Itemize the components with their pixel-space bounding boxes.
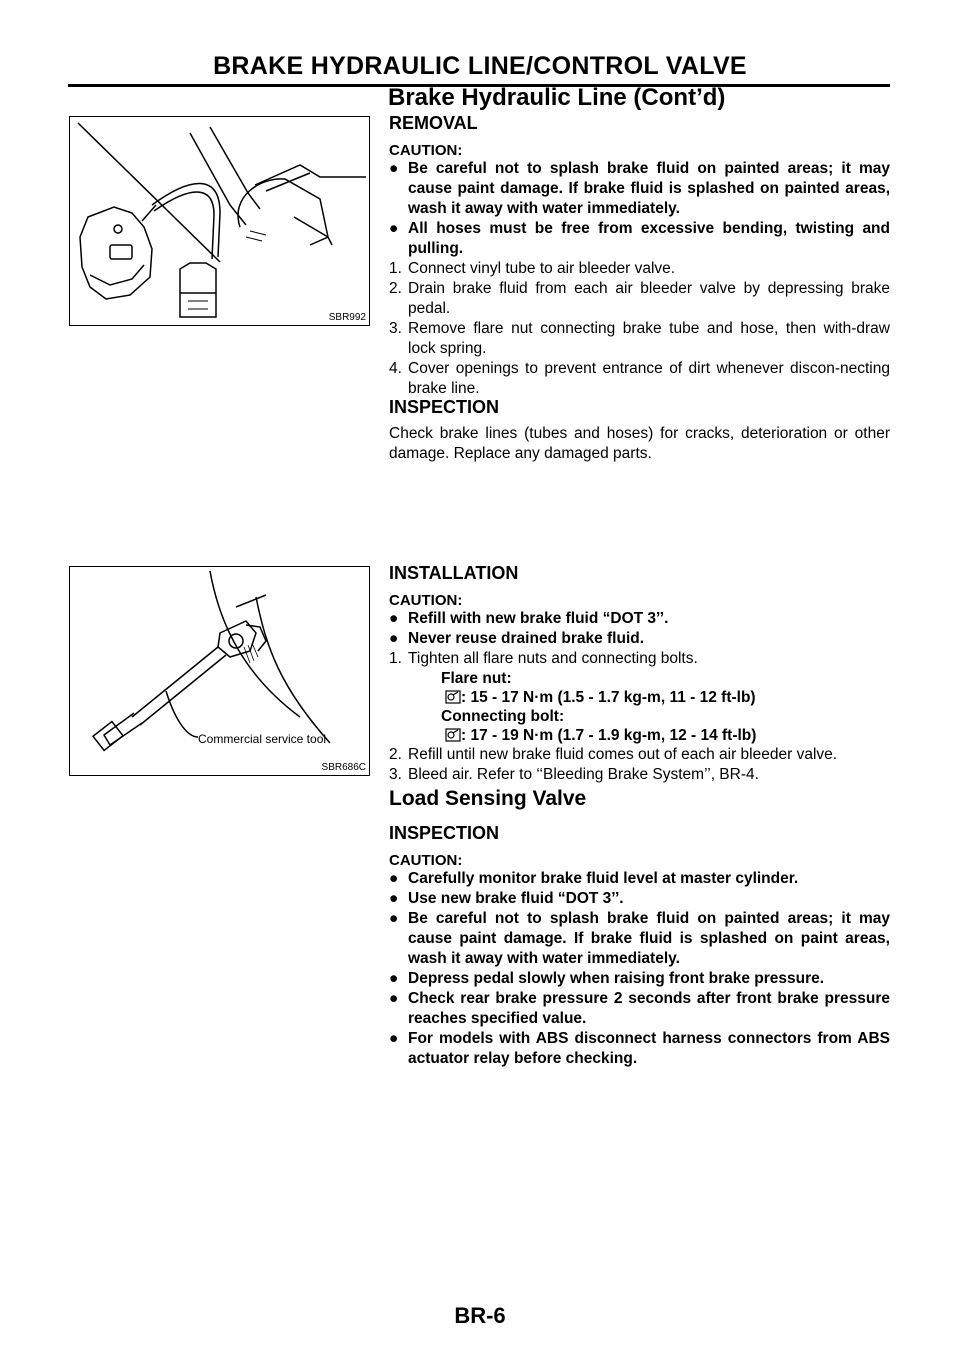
bleeder-drawing [70, 117, 368, 324]
procedure-step: 1. Tighten all flare nuts and connecting bolts. [389, 650, 698, 667]
inspection-section [389, 397, 890, 464]
bullet-icon: ● [389, 970, 399, 987]
bullet-icon: ● [389, 870, 399, 887]
caution-bullet: ● Refill with new brake fluid “DOT 3’’. [389, 610, 669, 627]
procedure-step: 4. Cover openings to prevent entrance of dirt whenever discon-necting brake line. [389, 360, 890, 397]
installation-section [389, 563, 890, 785]
section-heading-inspection: INSPECTION [389, 823, 500, 843]
flare-nut-torque: : 15 - 17 N·m (1.5 - 1.7 kg-m, 11 - 12 ft-lb) [389, 688, 890, 707]
section-heading-inspection: INSPECTION [389, 397, 500, 417]
figure-id: SBR992 [328, 312, 366, 323]
procedure-step: 2. Refill until new brake fluid comes out of each air bleeder valve. [389, 746, 838, 763]
section-heading-load-sensing-valve: Load Sensing Valve [389, 787, 587, 810]
connecting-bolt-label: Connecting bolt: [441, 708, 565, 725]
caution-bullet: ● Depress pedal slowly when raising front brake pressure. [389, 970, 825, 987]
bullet-icon: ● [389, 990, 399, 1007]
bullet-icon: ● [389, 630, 399, 647]
caution-bullet: ● Be careful not to splash brake fluid on painted areas; it may cause paint damage. If brake fluid is splashed on painted areas, wash it away with water immediately. [389, 160, 890, 217]
page-number: BR-6 [454, 1303, 506, 1328]
caution-bullet: ● Be careful not to splash brake fluid on painted areas; it may cause paint damage. If brake fluid is splashed on paint areas, wash it away with water immediately. [389, 910, 890, 967]
caution-bullet: ● For models with ABS disconnect harness connectors from ABS actuator relay before checking. [389, 1030, 890, 1067]
section-heading-installation: INSTALLATION [389, 563, 519, 583]
bullet-icon: ● [389, 610, 399, 627]
flare-nut-label: Flare nut: [441, 670, 512, 687]
bullet-icon: ● [389, 220, 399, 237]
load-sensing-valve-section [389, 787, 890, 1069]
caution-bullet: ● Use new brake fluid “DOT 3’’. [389, 890, 624, 907]
torque-wrench-icon [445, 690, 461, 704]
connecting-bolt-torque: : 17 - 19 N·m (1.7 - 1.9 kg-m, 12 - 14 ft-lb) [389, 726, 890, 745]
caution-label: CAUTION: [389, 142, 463, 159]
figure-label: Commercial service tool [198, 732, 327, 746]
page-subtitle: Brake Hydraulic Line (Cont’d) [388, 84, 726, 111]
section-heading-removal: REMOVAL [389, 113, 478, 133]
procedure-step: 1. Connect vinyl tube to air bleeder valve. [389, 260, 676, 277]
bullet-icon: ● [389, 160, 399, 177]
torque-wrench-icon [445, 728, 461, 742]
inspection-text: Check brake lines (tubes and hoses) for cracks, deterioration or other damage. Replace any damaged parts. [389, 425, 890, 462]
procedure-step: 3. Bleed air. Refer to ‘‘Bleeding Brake System’’, BR-4. [389, 766, 759, 783]
caution-bullet: ● All hoses must be free from excessive bending, twisting and pulling. [389, 220, 890, 257]
bullet-icon: ● [389, 890, 399, 907]
caution-bullet: ● Check rear brake pressure 2 seconds after front brake pressure reaches specified value. [389, 990, 890, 1027]
procedure-step: 2. Drain brake fluid from each air bleeder valve by depressing brake pedal. [389, 280, 890, 317]
figure-id: SBR686C [321, 762, 366, 773]
figure-torque-wrench [69, 566, 370, 776]
bullet-icon: ● [389, 1030, 399, 1047]
bullet-icon: ● [389, 910, 399, 927]
page-header-title: BRAKE HYDRAULIC LINE/CONTROL VALVE [213, 52, 747, 80]
procedure-step: 3. Remove flare nut connecting brake tube and hose, then with-draw lock spring. [389, 320, 890, 357]
caution-bullet: ● Never reuse drained brake fluid. [389, 630, 645, 647]
caution-label: CAUTION: [389, 852, 463, 869]
removal-section [389, 113, 890, 399]
caution-bullet: ● Carefully monitor brake fluid level at master cylinder. [389, 870, 799, 887]
caution-label: CAUTION: [389, 592, 463, 609]
figure-bleeder-illustration [69, 116, 370, 326]
